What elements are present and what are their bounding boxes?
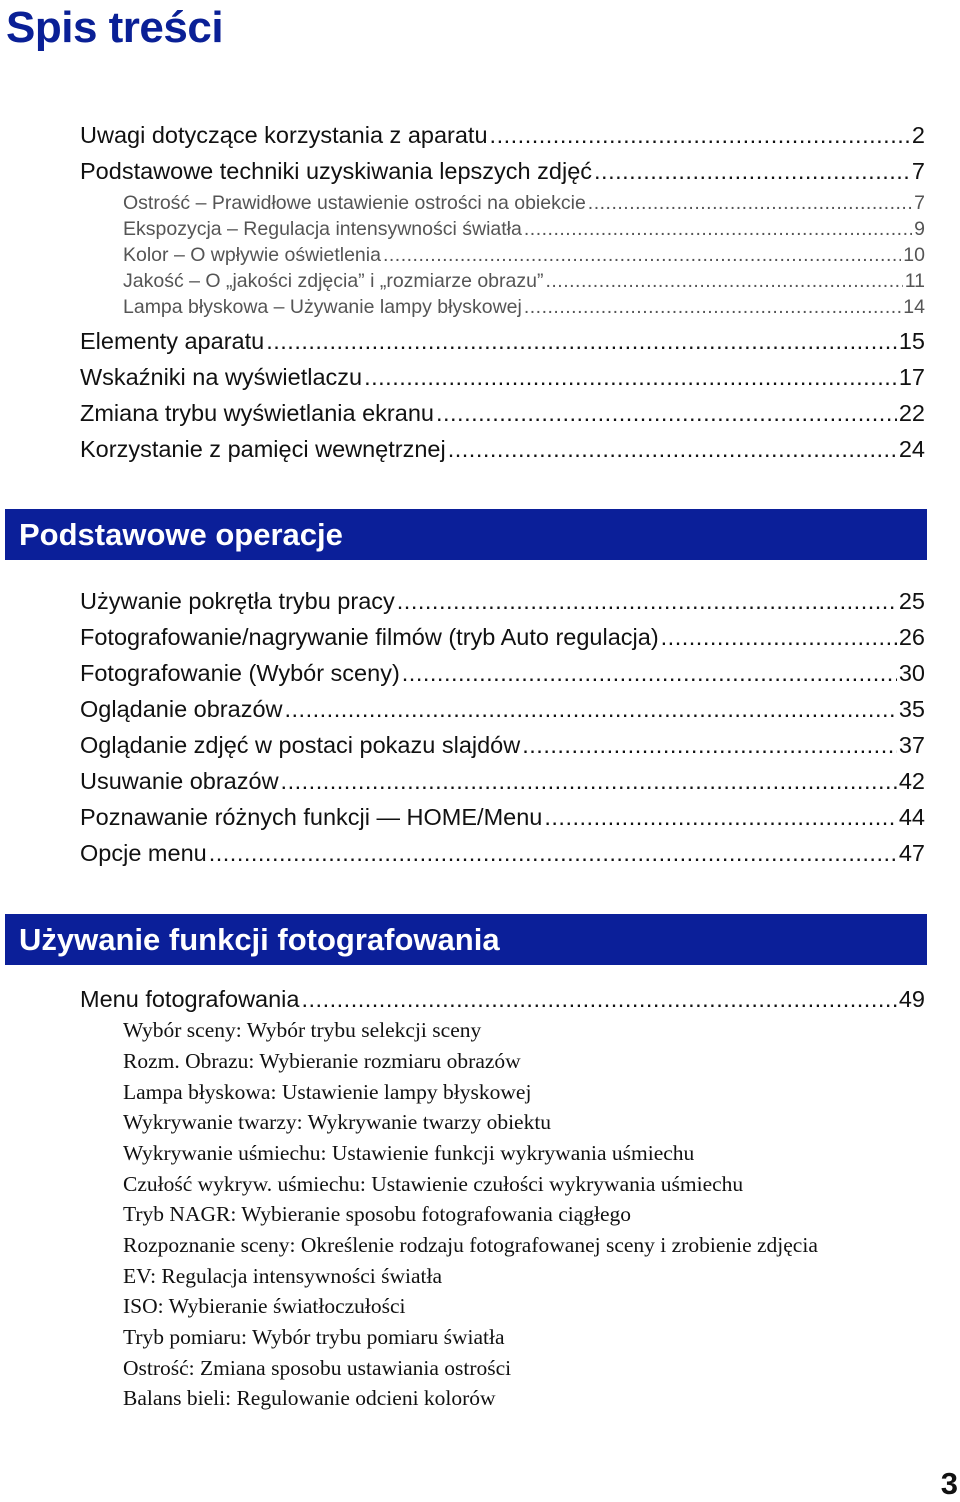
toc-entry[interactable] <box>80 120 925 150</box>
menu-item: EV: Regulacja intensywności światła <box>123 1264 443 1288</box>
toc-dot-leader <box>301 984 896 1014</box>
toc-entry-page: 30 <box>898 660 925 686</box>
page-title: Spis treści <box>6 3 224 52</box>
toc-entry[interactable] <box>80 984 925 1014</box>
toc-entry[interactable] <box>80 802 925 832</box>
toc-dot-leader <box>402 658 897 688</box>
toc-dot-leader <box>490 120 910 150</box>
toc-dot-leader <box>545 268 902 294</box>
toc-entry-page: 25 <box>898 588 925 614</box>
menu-item: Tryb pomiaru: Wybór trybu pomiaru światła <box>123 1325 505 1349</box>
toc-entry-title: Fotografowanie (Wybór sceny) <box>80 660 400 686</box>
toc-subentry-title: Jakość – O „jakości zdjęcia” i „rozmiarze obrazu” <box>123 270 544 292</box>
menu-item: Wykrywanie uśmiechu: Ustawienie funkcji wykrywania uśmiechu <box>123 1141 695 1165</box>
toc-dot-leader <box>209 838 897 868</box>
toc-dot-leader <box>544 802 897 832</box>
menu-item: Czułość wykryw. uśmiechu: Ustawienie czułości wykrywania uśmiechu <box>123 1172 744 1196</box>
toc-dot-leader <box>383 242 901 268</box>
toc-subentry-page: 14 <box>903 296 925 318</box>
toc-dot-leader <box>285 694 897 724</box>
menu-item: Tryb NAGR: Wybieranie sposobu fotografowania ciągłego <box>123 1202 632 1226</box>
toc-entry[interactable] <box>80 586 925 616</box>
toc-subentry[interactable] <box>123 190 925 216</box>
toc-subentry[interactable] <box>123 216 925 242</box>
toc-dot-leader <box>524 294 901 320</box>
toc-entry-title: Wskaźniki na wyświetlaczu <box>80 364 363 390</box>
toc-entry-title: Uwagi dotyczące korzystania z aparatu <box>80 122 488 148</box>
toc-subentry[interactable] <box>123 294 925 320</box>
toc-entry-page: 49 <box>898 986 925 1012</box>
toc-entry-title: Poznawanie różnych funkcji — HOME/Menu <box>80 804 543 830</box>
toc-entry-title: Podstawowe techniki uzyskiwania lepszych zdjęć <box>80 158 593 184</box>
toc-subentry-title: Ekspozycja – Regulacja intensywności światła <box>123 218 522 240</box>
toc-dot-leader <box>281 766 897 796</box>
toc-subentry[interactable] <box>123 268 925 294</box>
toc-entry-page: 17 <box>898 364 925 390</box>
toc-entry-page: 7 <box>911 158 925 184</box>
menu-item: Rozpoznanie sceny: Określenie rodzaju fotografowanej sceny i zrobienie zdjęcia <box>123 1233 818 1257</box>
toc-subentry-page: 9 <box>914 218 925 240</box>
toc-dot-leader <box>397 586 897 616</box>
toc-entry-title: Elementy aparatu <box>80 328 265 354</box>
toc-subentry-title: Lampa błyskowa – Używanie lampy błyskowej <box>123 296 522 318</box>
toc-entry-page: 35 <box>898 696 925 722</box>
toc-entry-title: Usuwanie obrazów <box>80 768 279 794</box>
toc-entry-title: Oglądanie zdjęć w postaci pokazu slajdów <box>80 732 521 758</box>
toc-entry-page: 47 <box>898 840 925 866</box>
toc-dot-leader <box>448 434 897 464</box>
toc-subentry-page: 11 <box>904 270 925 292</box>
toc-entry-title: Oglądanie obrazów <box>80 696 283 722</box>
toc-entry-page: 26 <box>898 624 925 650</box>
toc-entry[interactable] <box>80 694 925 724</box>
menu-item: Rozm. Obrazu: Wybieranie rozmiaru obrazów <box>123 1049 521 1073</box>
toc-entry-page: 44 <box>898 804 925 830</box>
toc-dot-leader <box>588 190 912 216</box>
menu-item: ISO: Wybieranie światłoczułości <box>123 1294 406 1318</box>
toc-entry-title: Korzystanie z pamięci wewnętrznej <box>80 436 446 462</box>
page-number: 3 <box>940 1466 958 1501</box>
toc-subentry-title: Kolor – O wpływie oświetlenia <box>123 244 381 266</box>
menu-item: Wykrywanie twarzy: Wykrywanie twarzy obiektu <box>123 1110 552 1134</box>
toc-dot-leader <box>524 216 912 242</box>
toc-dot-leader <box>266 326 897 356</box>
toc-dot-leader <box>436 398 897 428</box>
toc-entry-title: Używanie pokrętła trybu pracy <box>80 588 395 614</box>
toc-entry[interactable] <box>80 622 925 652</box>
toc-entry-page: 42 <box>898 768 925 794</box>
toc-dot-leader <box>364 362 897 392</box>
toc-entry[interactable] <box>80 730 925 760</box>
section-banner-basic-operations: Podstawowe operacje <box>5 509 927 560</box>
toc-entry-page: 37 <box>898 732 925 758</box>
toc-dot-leader <box>522 730 897 760</box>
toc-dot-leader <box>594 156 910 186</box>
section-banner-shooting-functions: Używanie funkcji fotografowania <box>5 914 927 965</box>
toc-entry[interactable] <box>80 766 925 796</box>
toc-entry-title: Menu fotografowania <box>80 986 300 1012</box>
toc-dot-leader <box>661 622 897 652</box>
menu-item: Ostrość: Zmiana sposobu ustawiania ostrości <box>123 1356 512 1380</box>
toc-subentry-page: 7 <box>914 192 925 214</box>
menu-item: Balans bieli: Regulowanie odcieni kolorów <box>123 1386 496 1410</box>
toc-entry[interactable] <box>80 398 925 428</box>
toc-entry[interactable] <box>80 434 925 464</box>
toc-entry-title: Opcje menu <box>80 840 207 866</box>
toc-entry-page: 24 <box>898 436 925 462</box>
menu-item: Wybór sceny: Wybór trybu selekcji sceny <box>123 1018 482 1042</box>
toc-entry[interactable] <box>80 362 925 392</box>
toc-entry-page: 2 <box>911 122 925 148</box>
toc-subentry-title: Ostrość – Prawidłowe ustawienie ostrości na obiekcie <box>123 192 586 214</box>
toc-entry[interactable] <box>80 156 925 186</box>
toc-entry[interactable] <box>80 326 925 356</box>
toc-entry-title: Zmiana trybu wyświetlania ekranu <box>80 400 434 426</box>
toc-entry-page: 15 <box>898 328 925 354</box>
toc-entry[interactable] <box>80 838 925 868</box>
toc-subentry-page: 10 <box>903 244 925 266</box>
toc-entry[interactable] <box>80 658 925 688</box>
menu-item: Lampa błyskowa: Ustawienie lampy błyskowej <box>123 1080 532 1104</box>
toc-subentry[interactable] <box>123 242 925 268</box>
toc-entry-title: Fotografowanie/nagrywanie filmów (tryb Auto regulacja) <box>80 624 659 650</box>
toc-entry-page: 22 <box>898 400 925 426</box>
